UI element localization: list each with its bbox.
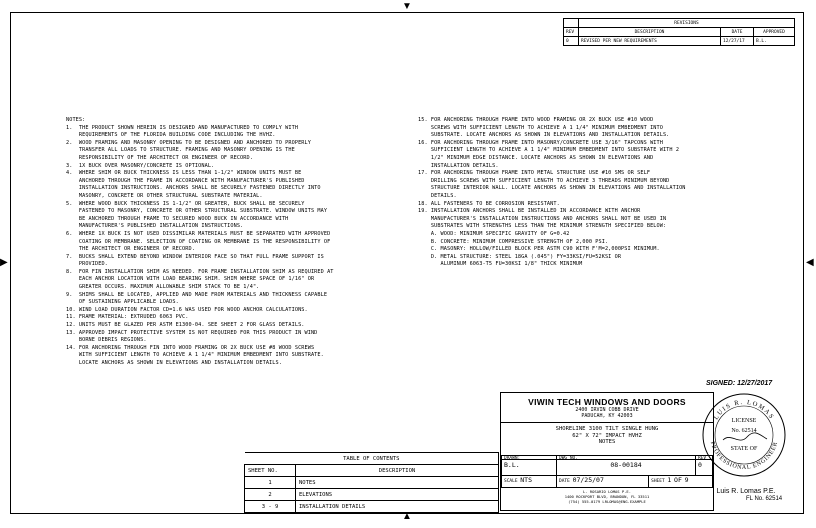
firm-name: L. ROSARIO LOMAS P.E. <box>582 489 631 494</box>
project-size: 62" X 72" IMPACT HVHZ <box>572 432 642 439</box>
note-line: SUFFICIENT LENGTH TO ACHIEVE A 1 1/4" MINIMUM EMBEDMENT INTO SUBSTRATE WITH 2 <box>418 147 680 154</box>
note-line: 19. INSTALLATION ANCHORS SHALL BE INSTALLED IN ACCORDANCE WITH ANCHOR <box>418 208 641 215</box>
of-label: OF <box>674 476 682 484</box>
note-line: LOCATE ANCHORS AS SHOWN IN ELEVATIONS AND INSTALLATION DETAILS. <box>66 360 282 366</box>
note-line: INSTALLATION DETAILS. <box>418 162 499 169</box>
project-name: SHORELINE 3100 TILT SINGLE HUNG <box>555 426 659 432</box>
revision-number: 0 <box>564 37 579 46</box>
note-line: MANUFACTURER'S PUBLISHED INSTALLATION INSTRUCTIONS. <box>66 223 244 230</box>
note-line: 1/2" MINIMUM EDGE DISTANCE. LOCATE ANCHORS AS SHOWN IN ELEVATIONS AND <box>418 154 654 161</box>
note-line: FASTENED TO MASONRY, CONCRETE OR OTHER STRUCTURAL SUBSTRATE. WINDOW UNITS MAY <box>66 208 328 215</box>
revisions-table <box>563 18 795 46</box>
toc-title: TABLE OF CONTENTS <box>245 453 499 465</box>
note-line: BE ANCHORED THROUGH FRAME TO SECURED WOOD BUCK IN ACCORDANCE WITH <box>66 215 289 222</box>
notes-heading: NOTES: <box>66 117 86 123</box>
note-line: 4. WHERE SHIM OR BUCK THICKNESS IS LESS THAN 1-1/2" WINDOW UNITS MUST BE <box>66 170 302 177</box>
seal-number-text: No. 62514 <box>731 428 757 434</box>
seal-bottom-text: PROFESSIONAL ENGINEER <box>708 441 780 472</box>
sheet-label: SHEET <box>651 479 665 484</box>
note-line: 1. THE PRODUCT SHOWN HEREIN IS DESIGNED AND MANUFACTURED TO COMPLY WITH <box>66 124 299 131</box>
title-block <box>500 392 714 511</box>
note-line: 18. ALL FASTENERS TO BE CORROSION RESISTANT. <box>418 200 560 207</box>
note-line: ANCHORED THROUGH THE FRAME IN ACCORDANCE WITH MANUFACTURER'S PUBLISHED <box>66 177 305 184</box>
firm-address: 1400 ROCKPORT BLVD, BRANDON, FL 33511 <box>564 494 650 499</box>
engineer-license: FL No. 62514 <box>746 496 783 502</box>
note-line: OF SUSTAINING APPLICABLE LOADS. <box>66 299 179 306</box>
engineering-firm <box>501 489 713 504</box>
of-value: 9 <box>684 476 689 484</box>
revision-approved: B.L. <box>754 37 795 46</box>
notes-right-column <box>418 117 758 269</box>
toc-sheet-header: SHEET NO. <box>245 465 296 477</box>
note-line: 15. FOR ANCHORING THROUGH FRAME INTO WOOD FRAMING OR 2X BUCK USE #10 WOOD <box>418 117 654 123</box>
note-line: THE ARCHITECT OR ENGINEER OF RECORD. <box>66 246 195 253</box>
note-line: 12. UNITS MUST BE GLAZED PER ASTM E1300-04. SEE SHEET 2 FOR GLASS DETAILS. <box>66 322 305 329</box>
note-line: ALUMINUM 6063-T5 FU=30KSI 1/8" THICK MINIMUM <box>418 261 583 268</box>
seal-state-text: STATE OF <box>730 446 758 452</box>
seal-top-text: LUIS R. LOMAS <box>712 398 776 422</box>
note-line: BORNE DEBRIS REGIONS. <box>66 337 147 344</box>
table-of-contents <box>244 452 499 513</box>
sheet-title: NOTES <box>598 439 616 445</box>
note-line: A. WOOD: MINIMUM SPECIFIC GRAVITY OF G=0.42 <box>418 230 570 237</box>
note-line: RESPONSIBILITY OF THE ARCHITECT OR ENGINEER OF RECORD. <box>66 154 253 161</box>
company-address-line-2: PADUCAH, KY 42003 <box>581 413 633 419</box>
revision-date: 12/27/17 <box>721 37 754 46</box>
approved-header: APPROVED <box>754 28 795 37</box>
scale-label: SCALE <box>504 479 518 484</box>
toc-sheet: 3 - 9 <box>245 501 296 513</box>
note-line: STRUCTURE INTERIOR WALL. LOCATE ANCHORS AS SHOWN IN ELEVATIONS AND INSTALLATION <box>418 185 686 192</box>
seal-license-text: LICENSE <box>731 418 757 424</box>
note-line: 6. WHERE 1X BUCK IS NOT USED DISSIMILAR MATERIALS MUST BE SEPARATED WITH APPROVED <box>66 230 331 237</box>
company-address-line-1: 2400 IRVIN COBB DRIVE <box>575 407 639 413</box>
toc-sheet: 1 <box>245 477 296 489</box>
note-line: 2. WOOD FRAMING AND MASONRY OPENING TO BE DESIGNED AND ANCHORED TO PROPERLY <box>66 139 311 146</box>
note-line: C. MASONRY: HOLLOW/FILLED BLOCK PER ASTM C90 WITH F'M=2,000PSI MINIMUM. <box>418 246 660 253</box>
note-line: REQUIREMENTS OF THE FLORIDA BUILDING CODE INCLUDING THE HVHZ. <box>66 132 276 139</box>
toc-sheet: 2 <box>245 489 296 501</box>
note-line: WITH SUFFICIENT LENGTH TO ACHIEVE A 1 1/4" MINIMUM EMBEDMENT INTO SUBSTRATE. <box>66 352 324 359</box>
toc-description: ELEVATIONS <box>296 489 499 501</box>
table-row <box>245 477 499 489</box>
right-center-marker: ◀ <box>806 257 814 268</box>
date-label: DATE <box>559 479 570 484</box>
drawn-label: DRAWN: <box>504 456 521 461</box>
date-value: 07/25/07 <box>572 476 604 484</box>
engineer-name: Luis R. Lomas P.E. <box>716 488 776 495</box>
note-line: TRANSFER ALL LOADS TO STRUCTURE. FRAMING AND MASONRY OPENING IS THE <box>66 147 295 154</box>
note-line: 8. FOR FIN INSTALLATION SHIM AS NEEDED. FOR FRAME INSTALLATION SHIM AS REQUIRED AT <box>66 268 334 275</box>
note-line: 16. FOR ANCHORING THROUGH FRAME INTO MASONRY/CONCRETE USE 3/16" TAPCONS WITH <box>418 139 663 146</box>
notes-left-column <box>66 117 406 368</box>
note-line: 7. BUCKS SHALL EXTEND BEYOND WINDOW INTERIOR FACE SO THAT FULL FRAME SUPPORT IS <box>66 253 324 260</box>
note-line: 17. FOR ANCHORING THROUGH FRAME INTO METAL STRUCTURE USE #10 SMS OR SELF <box>418 170 651 177</box>
note-line: INSTALLATION INSTRUCTIONS. ANCHORS SHALL BE SECURELY FASTENED DIRECTLY INTO <box>66 185 321 192</box>
note-line: SUBSTRATE. LOCATE ANCHORS AS SHOWN IN ELEVATIONS AND INSTALLATION DETAILS. <box>418 132 670 139</box>
note-line: 13. APPROVED IMPACT PROTECTIVE SYSTEM IS NOT REQUIRED FOR THIS PRODUCT IN WIND <box>66 329 318 336</box>
title-block-grid <box>501 455 713 488</box>
note-line: 10. WIND LOAD DURATION FACTOR CD=1.6 WAS USED FOR WOOD ANCHOR CALCULATIONS. <box>66 306 308 313</box>
rev-label: REV <box>698 456 707 461</box>
dwg-number: 08-00184 <box>610 461 642 469</box>
engineer-seal <box>701 392 787 478</box>
note-line: 3. 1X BUCK OVER MASONRY/CONCRETE IS OPTIONAL. <box>66 162 215 169</box>
note-line: EACH ANCHOR LOCATION WITH LOAD BEARING SHIM. SHIM WHERE SPACE OF 1/16" OR <box>66 276 315 283</box>
note-line: 5. WHERE WOOD BUCK THICKNESS IS 1-1/2" OR GREATER, BUCK SHALL BE SECURELY <box>66 200 305 207</box>
date-header: DATE <box>721 28 754 37</box>
note-line: 9. SHIMS SHALL BE LOCATED, APPLIED AND MADE FROM MATERIALS AND THICKNESS CAPABLE <box>66 291 328 298</box>
revision-description: REVISED PER NEW REQUIREMENTS <box>579 37 721 46</box>
note-line: 14. FOR ANCHORING THROUGH FIN INTO WOOD FRAMING OR 2X BUCK USE #8 WOOD SCREWS <box>66 344 315 351</box>
toc-description-header: DESCRIPTION <box>296 465 499 477</box>
note-line: 11. FRAME MATERIAL: EXTRUDED 6063 PVC. <box>66 314 189 321</box>
toc-description: INSTALLATION DETAILS <box>296 501 499 513</box>
note-line: DETAILS. <box>418 192 457 199</box>
table-row <box>245 501 499 513</box>
rev-value: 0 <box>698 461 702 469</box>
description-header: DESCRIPTION <box>579 28 721 37</box>
note-line: SUBSTRATES WITH STRENGTHS LESS THAN THE MINIMUM STRENGTH SPECIFIED BELOW: <box>418 223 667 230</box>
firm-contact: (754) 555-0179 LRLOMAS@ENG.EXAMPLE <box>568 499 646 504</box>
signed-date: SIGNED: 12/27/2017 <box>706 380 773 387</box>
sheet-value: 1 <box>667 476 672 484</box>
scale-value: NTS <box>520 476 533 484</box>
note-line: PROVIDED. <box>66 261 108 268</box>
top-center-marker: ▼ <box>402 1 412 12</box>
table-row <box>245 489 499 501</box>
note-line: SCREWS WITH SUFFICIENT LENGTH TO ACHIEVE A 1 1/4" MINIMUM EMBEDMENT INTO <box>418 124 663 131</box>
note-line: DRILLING SCREWS WITH SUFFICIENT LENGTH TO ACHIEVE 3 THREADS MINIMUM BEYOND <box>418 177 670 184</box>
drawn-value: B.L. <box>504 461 520 469</box>
note-line: B. CONCRETE: MINIMUM COMPRESSIVE STRENGTH OF 2,000 PSI. <box>418 238 609 245</box>
bottom-center-marker: ▲ <box>402 511 412 522</box>
left-center-marker: ▶ <box>0 257 8 268</box>
dwg-label: DWG NO. <box>559 456 578 461</box>
company-name: VIWIN TECH WINDOWS AND DOORS <box>528 397 686 407</box>
toc-description: NOTES <box>296 477 499 489</box>
note-line: COATING OR MEMBRANE. SELECTION OF COATING OR MEMBRANE IS THE RESPONSIBILITY OF <box>66 238 331 245</box>
revisions-title: REVISIONS <box>579 19 795 28</box>
note-line: MANUFACTURER'S INSTALLATION INSTRUCTIONS AND ANCHORS SHALL NOT BE USED IN <box>418 215 667 222</box>
note-line: D. METAL STRUCTURE: STEEL 18GA (.045") FY=33KSI/FU=52KSI OR <box>418 253 622 260</box>
rev-header: REV <box>564 28 579 37</box>
note-line: MASONRY, CONCRETE OR OTHER STRUCTURAL SUBSTRATE MATERIAL. <box>66 192 263 199</box>
note-line: GREATER OCCURS. MAXIMUM ALLOWABLE SHIM STACK TO BE 1/4". <box>66 284 260 291</box>
